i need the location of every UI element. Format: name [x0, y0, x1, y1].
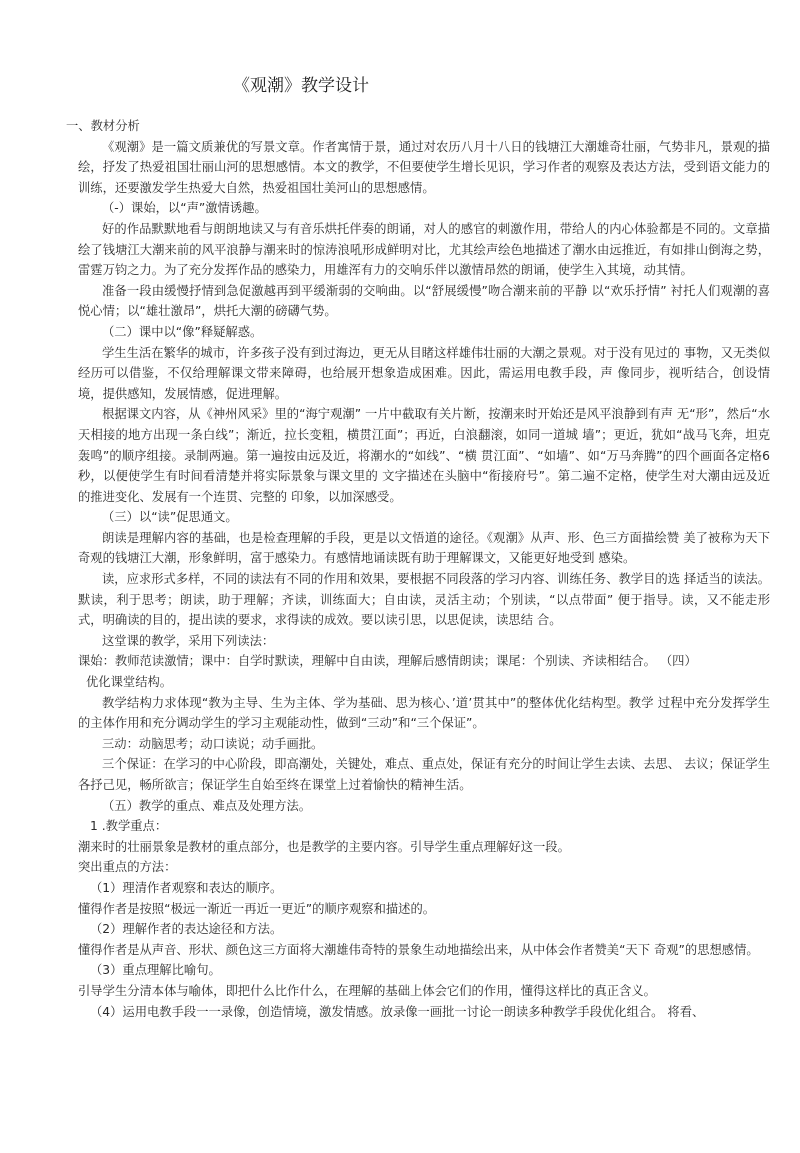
numbered-heading-1: 1 .教学重点：: [90, 819, 168, 834]
paragraph-6: 朗读是理解内容的基础，也是检查理解的手段，更是以文悟道的途径。《观潮》从声、形、色三方面描绘赞 美了被称为天下奇观的钱塘江大潮，形象鲜明，富于感染力。有感情地诵读既有助于理解课文，又能更好地受到 感染。: [78, 530, 770, 566]
paragraph-14: 突出重点的方法：: [78, 860, 177, 875]
paragraph-17: 引导学生分清本体与喻体，即把什么比作什么，在理解的基础上体会它们的作用，懂得这样比的真正含义。: [78, 983, 656, 998]
paragraph-8: 这堂课的教学，采用下列读法：: [102, 633, 275, 648]
paragraph-11: 三动：动脑思考；动口读说；动手画批。: [102, 736, 324, 751]
subheading-2: （二）课中以“像”释疑解惑。: [102, 324, 263, 339]
method-item-3: （3）重点理解比喻句。: [90, 963, 221, 978]
paragraph-15: 懂得作者是按照“极远一渐近一再近一更近”的顺序观察和描述的。: [78, 901, 436, 916]
paragraph-10: 教学结构力求体现“教为主导、生为主体、学为基础、思为核心、’道’贯其中”的整体优化结构型。教学 过程中充分发挥学生的主体作用和充分调动学生的学习主观能动性，做到“三动”和“三个保证”。: [78, 695, 770, 731]
paragraph-1: 《观潮》是一篇文质兼优的写景文章。作者寓情于景，通过对农历八月十八日的钱塘江大潮雄奇壮丽，气势非凡，景观的描绘，抒发了热爱祖国壮丽山河的思想感情。本文的教学，不但要使学生增长见识，学习作者的观察及表达方法，受到语文能力的训练，还要激发学生热爱大自然，热爱祖国壮美河山的思想感情。: [78, 139, 770, 195]
paragraph-12: 三个保证：在学习的中心阶段，即高潮处，关键处，难点、重点处，保证有充分的时间让学生去读、去思、 去议；保证学生各抒己见，畅所欲言；保证学生自始至终在课堂上过着愉快的精神生活。: [78, 757, 770, 792]
subheading-1: （-）课始，以“声”激情诱趣。: [102, 201, 267, 216]
paragraph-16: 懂得作者是从声音、形状、颜色这三方面将大潮雄伟奇特的景象生动地描绘出来，从中体会作者赞美“天下 奇观”的思想感情。: [78, 942, 759, 957]
method-item-4: （4）运用电教手段一一录像，创造情境，激发情感。放录像一画批一讨论一朗读多种教学手段优化组合。 将看、: [90, 1004, 705, 1019]
paragraph-3: 准备一段由缓慢抒情到急促激越再到平缓渐弱的交响曲。以“舒展缓慢”吻合潮来前的平静 以“欢乐抒情” 衬托人们观潮的喜悦心情；以“雄壮激昂”，烘托大潮的磅礴气势。: [78, 283, 770, 319]
paragraph-2: 好的作品默默地看与朗朗地读又与有音乐烘托伴奏的朗诵，对人的感官的刺激作用，带给人的内心体验都是不同的。文章描绘了钱塘江大潮来前的风平浪静与潮来时的惊涛浪吼形成鲜明对比，尤其绘声绘色地描述了潮水由远推近，有如排山倒海之势，雷霆万钧之力。为了充分发挥作品的感染力，用雄浑有力的交响乐伴以激情昂然的朗诵，使学生入其境，动其情。: [78, 221, 770, 278]
subheading-5: （五）教学的重点、难点及处理方法。: [102, 798, 312, 813]
paragraph-5: 根据课文内容，从《神州风采》里的“海宁观潮” 一片中截取有关片断，按潮来时开始还是风平浪静到有声 无“形”，然后“水天相接的地方出现一条白线”；渐近，拉长变粗，横贯江面”；再近，白浪翻滚，如同一道城 墙”；更近，犹如“战马飞奔，坦克轰鸣”的顺序组接。录制两遍。第一遍按由远及近，将潮水的“如线”、“横 贯江面”、“如墙”、如“万马奔腾”的四个画面各定格6秒，以便使学生有时间看清楚并将实际景象与课文里的 文字描述在头脑中“衔接府号”。第二遍不定格，使学生对大潮由远及近的推进变化、发展有一个连贯、完整的 印象，以加深感受。: [78, 407, 770, 504]
subheading-3: （三）以“读”促思通文。: [102, 510, 238, 525]
paragraph-4: 学生生活在繁华的城市，许多孩子没有到过海边，更无从目睹这样雄伟壮丽的大潮之景观。对于没有见过的 事物，又无类似经历可以借鉴，不仅给理解课文带来障碍，也给展开想象造成困难。因此，需运用电教手段，声 像同步，视听结合，创设情境，提供感知，发展情感，促进理解。: [78, 345, 770, 401]
subheading-4: 优化课堂结构。: [86, 675, 173, 690]
paragraph-9: 课始：教师范读激情；课中：自学时默读，理解中自由读，理解后感情朗读；课尾：个别读、齐读相结合。 （四）: [78, 654, 697, 669]
method-item-1: （1）理清作者观察和表达的顺序。: [90, 880, 283, 895]
paragraph-7: 读，应求形式多样，不同的读法有不同的作用和效果，要根据不同段落的学习内容、训练任务、教学目的选 择适当的读法。默读，利于思考；朗读，助于理解；齐读，训练面大；自由读，灵活主动；个别读，“以点带面” 便于指导。读，又不能走形式，明确读的目的，提出读的要求，求得读的成效。要以读引思，以思促读，读思结 合。: [78, 572, 770, 628]
page-title: 《观潮》教学设计: [233, 76, 369, 96]
method-item-2: （2）理解作者的表达途径和方法。: [90, 922, 283, 937]
paragraph-13: 潮来时的壮丽景象是教材的重点部分，也是教学的主要内容。引导学生重点理解好这一段。: [78, 839, 570, 854]
section-heading-1: 一、教材分析: [66, 119, 140, 133]
